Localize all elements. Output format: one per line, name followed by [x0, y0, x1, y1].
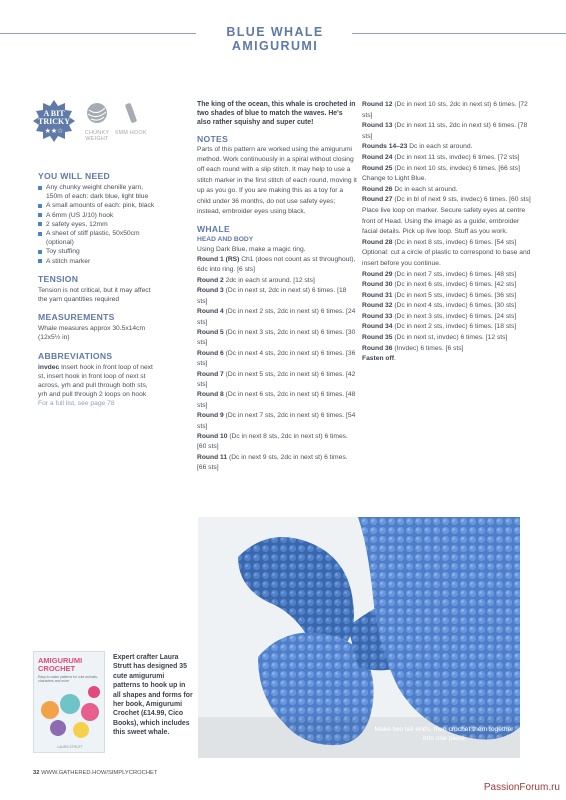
pattern-round — [362, 291, 534, 302]
round-instruction: (Dc in next st, 2dc in next st) 6 times. [18 sts] — [197, 287, 347, 305]
pattern-round — [362, 238, 534, 249]
book-title: AMIGURUMI CROCHET — [38, 656, 83, 673]
head-body-subheading: HEAD AND BODY — [197, 236, 254, 244]
sidebar-column — [38, 171, 158, 409]
round-instruction: (Dc in next 6 sts, 2dc in next st) 6 times. [48 sts] — [197, 391, 356, 409]
pattern-round — [362, 322, 534, 333]
watermark: PassionForum.ru — [483, 782, 560, 793]
pattern-round — [197, 411, 357, 432]
pattern-round — [197, 349, 357, 370]
intro-text: The king of the ocean, this whale is crocheted in two shades of blue to match the waves. He's also rather squishy and super cute! — [197, 101, 356, 127]
round-instruction: 2dc in each st around. [12 sts] — [223, 276, 315, 284]
list-item: Any chunky weight chenille yarn, 150m of each: dark blue, light blue — [38, 183, 158, 201]
round-label: Round 3 — [197, 287, 224, 295]
rounds-list-2 — [362, 100, 534, 365]
pattern-column-1 — [197, 100, 357, 474]
crochet-whale-tail-image — [198, 517, 520, 758]
abbreviation-term: invdec — [38, 363, 60, 371]
abbreviation-definition: Insert hook in front loop of next st, insert hook in front loop of next st across, yrh and pull through both sts, yrh and pull through 2 loops on hook — [38, 363, 153, 399]
pattern-round — [362, 174, 534, 185]
round-instruction: (Dc in next 8 sts, invdec) 6 times. [54 sts] — [392, 238, 517, 246]
pattern-round — [362, 185, 534, 196]
round-label: Round 35 — [362, 334, 393, 342]
round-label: Round 29 — [362, 270, 393, 278]
pattern-round — [362, 344, 534, 355]
header-rule-right — [352, 33, 566, 34]
round-label: Round 24 — [362, 153, 393, 161]
round-label: Round 31 — [362, 291, 393, 299]
round-instruction: (Dc in next 11 sts, invdec) 6 times. [72 sts] — [392, 153, 520, 161]
round-label: Round 11 — [197, 453, 228, 461]
round-instruction: (Dc in next 3 sts, 2dc in next st) 6 times. [30 sts] — [197, 328, 356, 347]
round-label: Round 2 — [197, 276, 224, 284]
round-label: Round 26 — [362, 185, 393, 193]
list-item: A stitch marker — [38, 257, 158, 266]
list-item: A sheet of stiff plastic, 50x50cm (optional) — [38, 229, 158, 247]
round-label: Round 33 — [362, 312, 393, 320]
book-subtitle: Easy-to-make patterns for cute animals, characters and more — [38, 675, 98, 683]
round-instruction: (Invdec) 6 times. [6 sts] — [392, 344, 464, 352]
hook-size-badge — [113, 102, 149, 136]
round-instruction: (Dc in next 4 sts, 2dc in next st) 6 times. [36 sts] — [197, 349, 356, 368]
book-caption: Expert crafter Laura Strutt has designed 35 cute amigurumi patterns to hook up in all shapes and forms for her book, Amigurumi Crochet (£14.99, Cico Books), which includes this sweet whale. — [113, 654, 193, 737]
round-label: Round 7 — [197, 370, 224, 378]
yarn-ball-icon — [86, 102, 108, 124]
round-instruction: Place live loop on marker. Secure safety eyes at centre front of Head. Using the image as a guide, embroider facial details. Pick up live loop. Stuff as you work. — [362, 206, 526, 236]
round-label: Rounds 14–23 — [362, 143, 408, 151]
round-label: Round 32 — [362, 302, 393, 310]
notes-heading: NOTES — [197, 133, 229, 144]
book-cover — [33, 651, 105, 753]
pattern-round — [362, 312, 534, 323]
round-instruction: Dc in each st around. — [392, 185, 458, 193]
pattern-badges — [33, 100, 153, 150]
pattern-round — [362, 301, 534, 312]
round-instruction: (Dc in next 6 sts, invdec) 6 times. [42 sts] — [392, 281, 517, 289]
materials-list — [38, 183, 158, 266]
photo-caption: Make two tail ends, then crochet them together into one piece — [374, 726, 514, 742]
round-label: Round 1 (RS) — [197, 256, 240, 264]
pattern-round — [197, 276, 357, 286]
round-instruction: (Dc in next 8 sts, 2dc in next st) 6 times. [60 sts] — [197, 432, 348, 451]
tension-text: Tension is not critical, but it may affect the yarn quantities required — [38, 286, 151, 304]
pattern-round — [362, 248, 534, 269]
round-label: Round 28 — [362, 238, 393, 246]
rounds-list-1 — [197, 255, 357, 474]
round-instruction: (Dc in next 2 sts, invdec) 6 times. [18 sts] — [392, 323, 517, 331]
round-label: Round 34 — [362, 323, 393, 331]
notes-text: Parts of this pattern are worked using the amigurumi method. Work continuously in a spiral without closing off each round with a slip stitch. It may help to use a stitch marker in the first stitch of each round, moving it up as you go. If you are making this as a toy for a child under 36 months, do not use safety eyes; instead, embroider eyes using black. — [197, 145, 357, 216]
pattern-round — [362, 195, 534, 206]
whale-tail-photo — [198, 517, 520, 758]
pattern-round — [362, 164, 534, 175]
pattern-round — [362, 270, 534, 281]
abbreviations-heading: ABBREVIATIONS — [38, 350, 113, 361]
round-label: Fasten off — [362, 355, 394, 363]
round-label: Round 27 — [362, 196, 393, 204]
round-label: Round 6 — [197, 349, 224, 357]
yarn-weight-label: CHUNKY WEIGHT — [84, 130, 110, 142]
round-label: Round 25 — [362, 164, 393, 172]
measurements-text: Whale measures approx 30.5x14cm (12x5½ in) — [38, 325, 146, 342]
pattern-round — [362, 333, 534, 344]
pattern-round — [362, 100, 534, 121]
book-author: LAURA STRUTT — [57, 745, 83, 749]
round-instruction: Dc in each st around. — [407, 143, 473, 151]
book-toys-illustration — [34, 682, 106, 744]
round-instruction: Ch1 (does not count as st throughout), 6dc into ring. [6 sts] — [197, 256, 356, 274]
page-footer — [33, 770, 157, 776]
list-item: A 6mm (US J/10) hook — [38, 211, 158, 220]
round-instruction: Optional: cut a circle of plastic to correspond to base and insert before you continue. — [362, 249, 531, 267]
yarn-weight-badge — [79, 102, 115, 142]
round-label: Round 13 — [362, 122, 393, 130]
tension-heading: TENSION — [38, 273, 79, 284]
pattern-column-2 — [362, 100, 534, 365]
pattern-round — [362, 121, 534, 142]
pattern-round — [197, 432, 357, 453]
round-instruction: (Dc in bl of next 9 sts, invdec) 6 times. [60 sts] — [392, 196, 531, 204]
round-label: Round 8 — [197, 391, 224, 399]
list-item: Toy stuffing — [38, 247, 158, 256]
round-instruction: (Dc in next 4 sts, invdec) 6 times. [30 sts] — [392, 302, 517, 310]
round-instruction: (Dc in next 9 sts, 2dc in next st) 6 times. [66 sts] — [197, 453, 348, 472]
round-label: Round 36 — [362, 344, 393, 352]
difficulty-label: A BIT TRICKY — [37, 109, 70, 126]
page-title: BLUE WHALE AMIGURUMI — [226, 25, 324, 53]
pattern-round — [197, 370, 357, 391]
full-list-reference: For a full list, see page 78 — [38, 400, 115, 408]
pattern-round — [197, 286, 357, 307]
round-instruction: . — [393, 355, 396, 363]
round-instruction: Change to Light Blue. — [362, 175, 427, 183]
abbreviation-entry — [38, 363, 158, 400]
pattern-round — [197, 328, 357, 349]
whale-intro: Using Dark Blue, make a magic ring. — [197, 245, 306, 253]
hook-size-label: 6MM HOOK — [115, 130, 147, 136]
round-instruction: (Dc in next 7 sts, 2dc in next st) 6 times. [54 sts] — [197, 412, 356, 430]
round-instruction: (Dc in next 5 sts, 2dc in next st) 6 times. [42 sts] — [197, 370, 356, 388]
round-instruction: (Dc in next st, invdec) 6 times. [12 sts] — [392, 334, 508, 342]
header-rule-left — [0, 33, 196, 34]
list-item: 2 safety eyes, 12mm — [38, 220, 158, 229]
list-item: A small amounts of each: pink, black — [38, 201, 158, 210]
round-label: Round 5 — [197, 328, 224, 336]
pattern-round — [362, 142, 534, 153]
round-instruction: (Dc in next 5 sts, invdec) 6 times. [36 sts] — [392, 291, 517, 299]
round-label: Round 10 — [197, 432, 228, 440]
you-will-need-heading: YOU WILL NEED — [38, 171, 111, 181]
hook-icon — [120, 102, 142, 124]
round-instruction: (Dc in next 10 sts, 2dc in next st) 6 times. [72 sts] — [362, 101, 528, 119]
round-instruction: (Dc in next 11 sts, 2dc in next st) 6 times. [78 sts] — [362, 122, 528, 140]
pattern-round — [197, 390, 357, 411]
pattern-round — [362, 280, 534, 291]
round-label: Round 12 — [362, 101, 393, 108]
round-instruction: (Dc in next 3 sts, invdec) 6 times. [24 sts] — [392, 312, 517, 320]
whale-heading: WHALE — [197, 224, 231, 235]
measurements-heading: MEASUREMENTS — [38, 312, 115, 323]
pattern-round — [362, 354, 534, 365]
round-label: Round 9 — [197, 412, 224, 420]
page-header — [0, 22, 566, 53]
round-instruction: (Dc in next 10 sts, invdec) 6 times. [66 sts] — [392, 164, 520, 172]
pattern-round — [362, 206, 534, 238]
page-number: 32 — [33, 770, 40, 776]
pattern-round — [197, 307, 357, 328]
round-label: Round 4 — [197, 308, 224, 316]
pattern-round — [197, 453, 357, 474]
round-instruction: (Dc in next 2 sts, 2dc in next st) 6 times. [24 sts] — [197, 308, 356, 326]
round-label: Round 30 — [362, 281, 393, 289]
difficulty-stars: ★★☆ — [44, 128, 64, 135]
footer-url: WWW.GATHERED.HOW/SIMPLYCROCHET — [41, 770, 158, 776]
round-instruction: (Dc in next 7 sts, invdec) 6 times. [48 sts] — [392, 270, 517, 278]
pattern-round — [362, 153, 534, 164]
pattern-round — [197, 255, 357, 276]
difficulty-badge — [33, 100, 75, 142]
